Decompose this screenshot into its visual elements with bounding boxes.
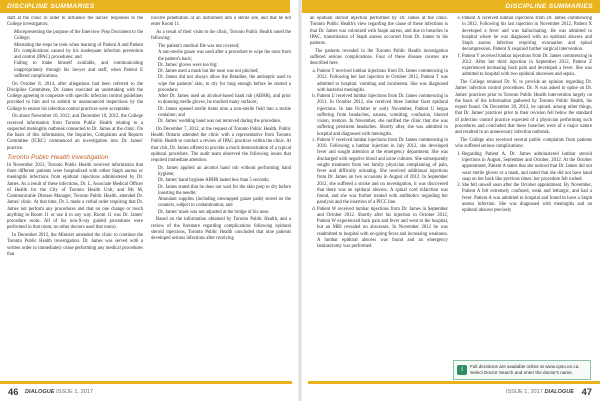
complaint-list bbox=[455, 152, 592, 215]
list-item: • Dr. James stated that he does not wait for the skin prep to dry before inserting the needle; bbox=[158, 185, 291, 198]
list-item: f. Patient Y received lumbar injections from Dr. James commencing in 2012. After her third injection in September 2012, Patient Z experienced increasing back pain and developed a fever. She was admitted to hospital with two epidural abscesses and sepsis. bbox=[462, 54, 592, 79]
section-banner-left: DISCIPLINE SUMMARIES bbox=[0, 0, 290, 13]
paragraph: On December 7, 2012, at the request of Toronto Public Health, Public Health Ontario attended the clinic with a representative from Toronto Public Health to conduct a review of IPAC practices within the clinic. At that visit, Dr. James offered to provide a mock demonstration of a typical epidural procedure. The audit team observed the following issues that required immediate attention: bbox=[151, 126, 291, 163]
list-item: • A non-sterile gauze was used after a procedure to wipe the ooze from the patient's back; bbox=[158, 50, 291, 63]
list-item: b. Patient U received lumbar injections from Dr. James commencing in 2011. In October 2012, she received three lumbar facet epidural injections. In late October or early November, Patient U began suffering from headaches, nausea, vomiting, confusion, blurred vision, tremors. In November, she notified the clinic that she was suffering persistent headaches. Shortly after, she was admitted to hospital and diagnosed with meningitis. bbox=[317, 94, 448, 138]
paragraph: On October 8, 2014, after allegations had been referred to the Discipline Committee, Dr. James executed an undertaking with the College agreeing to cooperate with specific infection control guidelines provided to him and to submit to unannounced inspections by the College to ensure his infection control practices were acceptable. bbox=[7, 81, 143, 112]
paragraph: The College also received several public complaints from patients who suffered serious complications: bbox=[455, 137, 592, 149]
section-banner-right: DISCIPLINE SUMMARIES bbox=[302, 0, 600, 13]
paragraph: As a result of their visits to the clinic, Toronto Public Health noted the following: bbox=[151, 30, 291, 42]
callout-text: Full decisions are available online at www.cpso.on.ca. Select Doctor Search and enter the doctor's name. bbox=[470, 364, 580, 375]
paragraph: Based on the information obtained by Toronto Public Health, and a review of the literature regarding complications following epidural steroid injections, Toronto Public Health concluded that nine patients developed serious infections after receiving bbox=[151, 217, 291, 241]
list-item: • Abundant supplies (including unwrapped gauze pads) stored on the counters, subject to contamination; and bbox=[158, 197, 291, 210]
list-item: • Dr. James did not always allow the Betadine, the antiseptic used to wipe the patients' skin, to dry for long enough before he started a procedure; bbox=[158, 75, 291, 94]
paragraph: involve penetration of an instrument into a sterile site, and that he not enter Room 11. bbox=[151, 16, 291, 28]
paragraph: In December 2012, the Minister amended the clinic to continue the Toronto Public Health investigation. Dr. James was served with a written order to immediately cease performing any medical procedures that bbox=[7, 233, 143, 257]
paragraph: On about November 10, 2012, and December 10, 2012, the College received information from Toronto Public Health relating to a suspected meningitis outbreak connected to Dr. James at the clinic. On the basis of this information, the Inquiries, Complaints and Reports Committee (ICRC) commenced an investigation into Dr. James' practice. bbox=[7, 114, 143, 151]
magazine-title: DIALOGUE bbox=[25, 389, 55, 395]
column-4 bbox=[455, 16, 592, 356]
paragraph: staff at the clinic in order to influence the nurses' responses to the College investigators; bbox=[7, 16, 143, 28]
subheading: Toronto Public Health investigation bbox=[7, 153, 109, 161]
list-item: • After Dr. James used an alcohol-based hand rub (ABHR), and prior to donning sterile gloves, he touched many surfaces; bbox=[158, 94, 291, 107]
list-item: • Misrepresenting the purpose of the Interview Prep Document to the College; bbox=[14, 30, 143, 43]
info-icon: i bbox=[457, 365, 467, 375]
list-item: e. Patient X received lumbar injections from Dr. James commencing in 2012. Following his last injection in November 2012, Patient X developed a fever and was hallucinating. He was admitted to hospital where he was diagnosed with an epidural abscess and Staph aureus infection requiring evacuation and spinal decompression. Patient X required further surgical intervention. bbox=[462, 16, 592, 54]
footer-left bbox=[0, 381, 292, 401]
bullet-list bbox=[151, 166, 291, 216]
patient-list bbox=[455, 16, 592, 79]
list-item: d. Patient W received lumbar injections from Dr. James in September and October 2012. Shortly after his injection in October 2012, Patient W experienced back pain and fever and went to the hospital, but an MRI revealed no abscesses. In November 2012 he was readmitted to hospital with on-going fever and increasing weakness. A lumbar epidural abscess was found and an emergency laminectomy was performed. bbox=[317, 207, 448, 251]
list-item: 2. She felt unwell soon after the October appointment. By November, Patient A felt extremely confused, weak and lethargic, and had a fever. Patient A was admitted to hospital and found to have a Staph aureus infection. She was diagnosed with meningitis and an epidural abscess precisely bbox=[462, 183, 592, 214]
list-item: • Misstating the steps he took when learning of Patient A and Patient B's complications caused by his inadequate infection prevention and control (IPAC) procedures; and bbox=[14, 43, 143, 62]
page-number: 46 bbox=[8, 386, 19, 397]
paragraph: In November 2012, Toronto Public Health received information that three different patients were hospitalized with either Staph aureus or meningitis infections from epidural injections administered by Dr. James. As a result of these infections, Dr. L, Associate Medical Officer of Health for the City of Toronto Health Unit, and Ms M, Communicable Disease Manager, Toronto Public Health, attended Dr. James' clinic. At that time, Dr. L made a verbal order requiring that Dr. James not perform any procedures and that no one change or touch anything in Room 11 or use it in any way. Room 11 was Dr. James' procedure room. All of his non-X-ray guided procedures were performed in that room; no other doctors used that room). bbox=[7, 162, 143, 231]
column-1 bbox=[7, 16, 143, 381]
list-item: • Dr. James' gloves were too big; bbox=[158, 63, 291, 69]
list-item: • Dr. James' mask was not adjusted at the bridge of his nose. bbox=[158, 210, 291, 216]
column-3 bbox=[310, 16, 448, 381]
list-item: • Dr. James applied an alcohol hand rub without performing hand hygiene; bbox=[158, 166, 291, 179]
paragraph: The patients revealed in the Toronto Public Health investigation suffered serious complications. Four of these disease courses are described here. bbox=[310, 48, 448, 67]
bullet-list bbox=[7, 30, 143, 80]
issue-label: ISSUE 1, 2017 bbox=[505, 389, 543, 395]
paragraph: The College retained Dr. N, to provide an opinion regarding Dr. James' infection control procedures. Dr. N was asked to opine on Dr. James' practices prior to Toronto Public Health intervention largely on the basis of the information gathered by Toronto Public Health, his expert found. On December 20, 2013, he opined, among other things, that Dr. James' practices prior to their revision fell below the standard of infection control practice expected of a physician performing such procedures and concluded that these breaches were of a major nature and resulted in an unnecessary infection outbreak. bbox=[455, 80, 592, 135]
column-2 bbox=[151, 16, 291, 381]
list-item: c. Patient V received lumbar injections from Dr. James commencing in 2010. Following a lumbar injection in July 2012, she developed fever and sought attention at the emergency department. She was discharged with negative blood and urine cultures. She subsequently sought treatment from her family physician complaining of pain, fever and difficulty urinating. She received additional injections from Dr. James on two occasions in August of 2012. In September 2012, she suffered a stroke and on investigation, it was discovered that there was an epidural abscess. A spinal cord infarction was found, and she was further treated with antibiotics regarding her paralysis and the insertion of a PICC line. bbox=[317, 138, 448, 207]
page-number: 47 bbox=[581, 386, 592, 397]
issue-label: ISSUE 1, 2017 bbox=[56, 389, 94, 395]
page-gutter bbox=[298, 0, 302, 401]
decisions-callout bbox=[453, 360, 591, 380]
list-item: • Failing to make himself available, and communicating inappropriately through his lawyer and staff, when Patient E suffered complications. bbox=[14, 61, 143, 80]
list-item: • Dr. James opened sterile items onto a non-sterile field into a sterile container; and bbox=[158, 107, 291, 120]
list-item: • The patient's medical file was not covered; bbox=[158, 44, 291, 50]
list-item: 1. Regarding Patient A, Dr. James administered lumbar steroid injections in August, September and October, 2012. At the October appointment, Patient A states that she noticed that Dr. James did not wear sterile gloves or a mask, and noted that she did not have hand soap on her back like previous times; her procedure felt rushed. bbox=[462, 152, 592, 183]
footer-right bbox=[308, 381, 600, 401]
list-item: • Dr. James used a mask but the nose was not pinched; bbox=[158, 69, 291, 75]
magazine-name bbox=[506, 389, 574, 395]
list-item: • Dr. James' hand hygiene ABHR lasted less than 5 seconds; bbox=[158, 178, 291, 184]
bullet-list bbox=[151, 44, 291, 125]
patient-list bbox=[310, 69, 448, 250]
magazine-name bbox=[25, 389, 93, 395]
list-item: • Dr. James' wedding band was not removed during the procedure. bbox=[158, 119, 291, 125]
paragraph: an epidural steroid injection performed by Dr. James at the clinic. Toronto Public Health's view regarding the cause of these infections is that Dr. James was colonized with Staph aureus, and due to breaches in IPAC, transmission of Staph aureus occurred from Dr. James to his patients. bbox=[310, 16, 448, 46]
list-item: a. Patient T received lumbar injections from Dr. James commencing in 2012. Following her last injection in October 2012, Patient T was admitted to hospital, vomiting and incoherent. She was diagnosed with bacterial meningitis. bbox=[317, 69, 448, 94]
magazine-title: DIALOGUE bbox=[544, 389, 574, 395]
